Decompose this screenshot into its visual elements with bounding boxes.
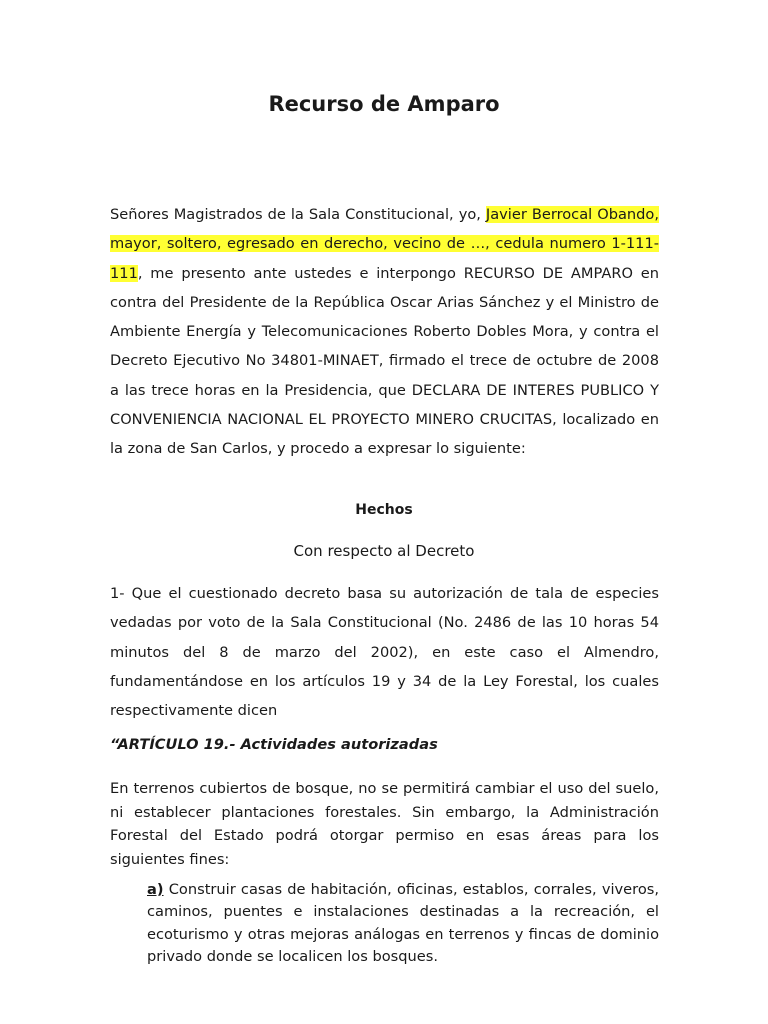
highlighted-identity: Javier Berrocal Obando, mayor, soltero, egresado en derecho, vecino de …, cedula numero 1-111-111 bbox=[110, 206, 659, 282]
fact-paragraph: 1- Que el cuestionado decreto basa su autorización de tala de especies vedadas por voto de la Sala Constitucional (No. 2486 de las 10 horas 54 minutos del 8 de marzo del 2002), en este caso el Almendro, fundamentándose en los artículos 19 y 34 de la Ley Forestal, los cuales respectivamente dicen bbox=[110, 585, 659, 720]
item-label: a) bbox=[147, 881, 164, 898]
list-item bbox=[147, 879, 659, 969]
intro-paragraph bbox=[110, 200, 659, 464]
article-body: En terrenos cubiertos de bosque, no se permitirá cambiar el uso del suelo, ni establecer plantaciones forestales. Sin embargo, la Administración Forestal del Estado podrá otorgar permiso en esas áreas para los siguientes fines: bbox=[110, 780, 659, 868]
intro-text-start: Señores Magistrados de la Sala Constitucional, yo, bbox=[110, 206, 486, 223]
section-heading: Hechos bbox=[355, 502, 413, 518]
intro-text-rest: , me presento ante ustedes e interpongo RECURSO DE AMPARO en contra del Presidente de la República Oscar Arias Sánchez y el Ministro de Ambiente Energía y Telecomunicaciones Roberto Dobles Mora, y contra el Decreto Ejecutivo No 34801-MINAET, firmado el trece de octubre de 2008 a las trece horas en la Presidencia, que DECLARA DE INTERES PUBLICO Y CONVENIENCIA NACIONAL EL PROYECTO MINERO CRUCITAS, localizado en la zona de San Carlos, y procedo a expresar lo siguiente: bbox=[110, 264, 659, 458]
article-heading: “ARTÍCULO 19.- Actividades autorizadas bbox=[110, 736, 438, 753]
item-text: Construir casas de habitación, oficinas, establos, corrales, viveros, caminos, puentes e instalaciones destinadas a la recreación, el ecoturismo y otras mejoras análogas en terrenos y fincas de dominio privado donde se localicen los bosques. bbox=[147, 881, 659, 966]
section-subheading: Con respecto al Decreto bbox=[293, 542, 475, 560]
document-title: Recurso de Amparo bbox=[268, 92, 500, 116]
